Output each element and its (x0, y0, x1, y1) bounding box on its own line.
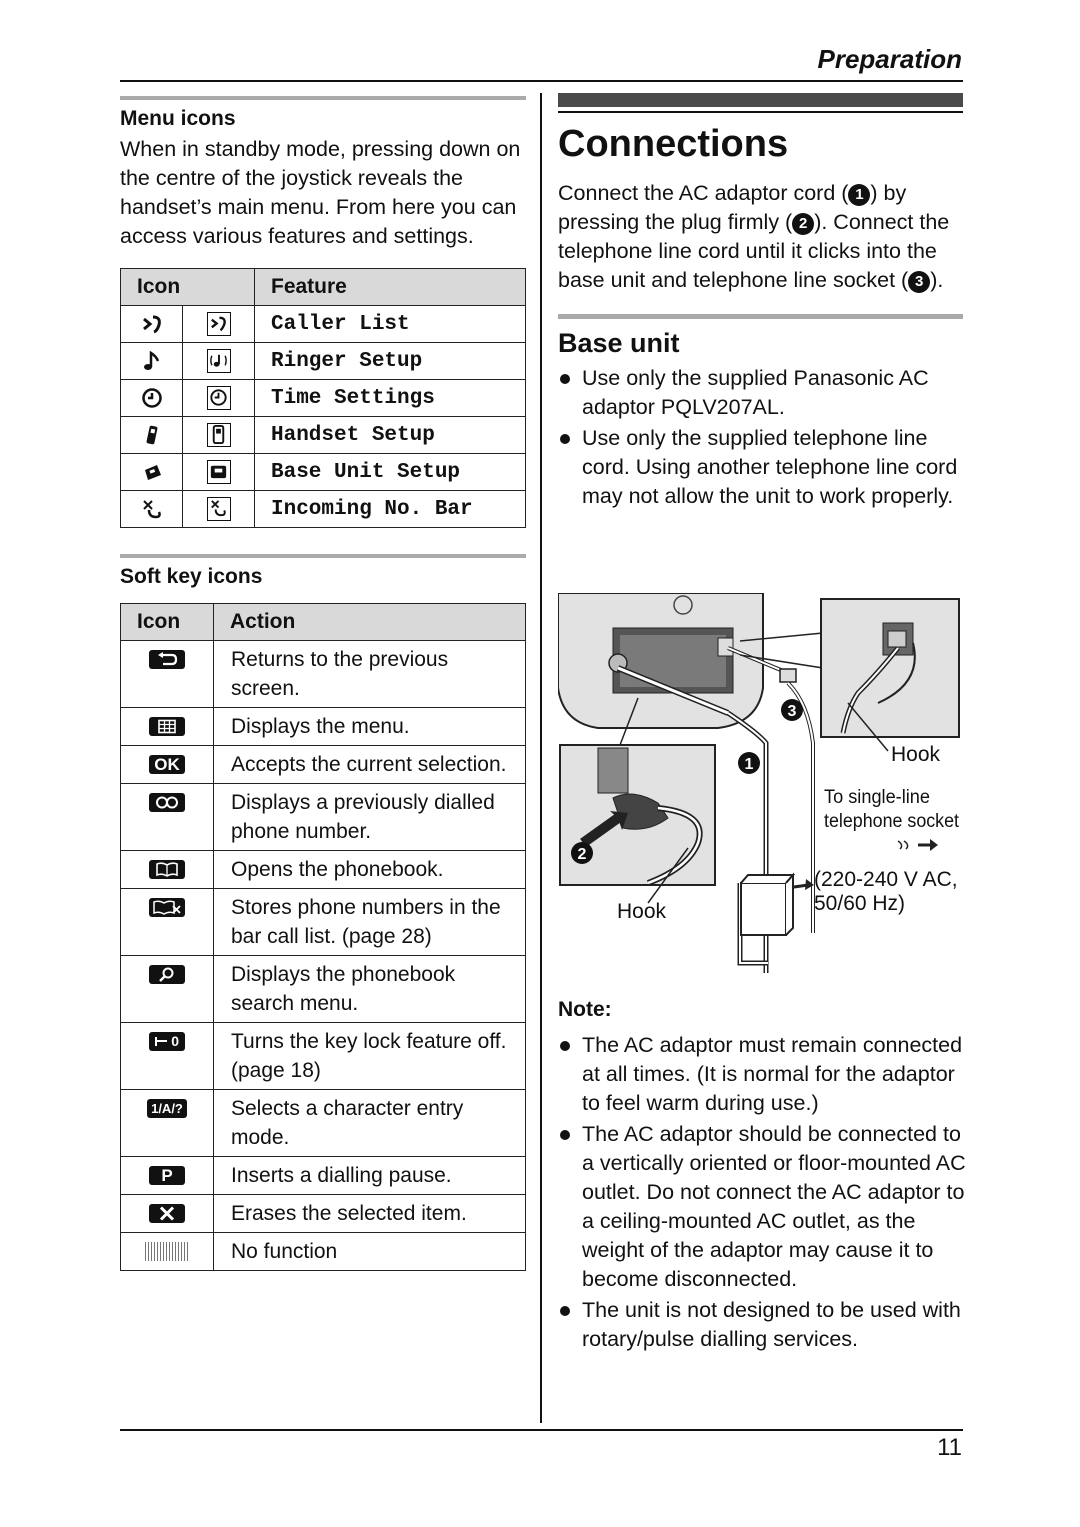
label-power-line-2: 50/60 Hz) (814, 892, 906, 915)
ringer-icon-boxed (207, 349, 231, 373)
caller-list-icon-boxed (207, 312, 231, 336)
menu-icon (149, 717, 185, 736)
action-text: Turns the key lock feature off. (page 18) (214, 1023, 526, 1090)
key-lock-icon (149, 1032, 185, 1051)
base-unit-icon (141, 461, 163, 483)
col-feature-header: Feature (255, 269, 526, 306)
base-unit-bullets (558, 364, 963, 511)
table-row (121, 1233, 526, 1271)
diagram-marker-1 (738, 752, 760, 774)
action-text: Returns to the previous screen. (214, 641, 526, 708)
char-mode-icon: 1/A/? (147, 1099, 187, 1118)
label-socket-line-2: telephone socket (824, 811, 960, 832)
pause-icon: P (149, 1166, 185, 1185)
handset-icon-boxed (207, 423, 231, 447)
list-item: Use only the supplied Panasonic AC adaptor PQLV207AL. (558, 364, 963, 422)
table-row (121, 851, 526, 889)
incoming-bar-icon (141, 498, 163, 520)
page-header-title: Preparation (817, 44, 962, 74)
action-text: No function (214, 1233, 526, 1271)
key-lock-label: 0 (171, 1033, 179, 1049)
label-hook-top: Hook (891, 743, 941, 766)
right-column (558, 93, 963, 513)
action-text: Inserts a dialling pause. (214, 1157, 526, 1195)
soft-key-icons-heading: Soft key icons (120, 565, 263, 588)
handset-icon (141, 424, 163, 446)
base-unit-icon-boxed (207, 460, 231, 484)
note-bullets (558, 1031, 968, 1356)
left-column (120, 96, 526, 1271)
table-row (121, 1195, 526, 1233)
table-row (121, 956, 526, 1023)
connections-intro: Connect the AC adaptor cord ( 1 ) by pressing the plug firmly ( 2 ). Connect the telephone line cord until it clicks into the base unit and telephone line socket ( 3 ). (558, 181, 950, 292)
action-text: Stores phone numbers in the bar call list. (page 28) (214, 889, 526, 956)
svg-text:1: 1 (744, 756, 754, 773)
header-rule (120, 80, 963, 82)
action-text: Accepts the current selection. (214, 746, 526, 784)
table-row (121, 343, 526, 380)
table-header-row (121, 269, 526, 306)
table-row (121, 491, 526, 528)
action-text: Erases the selected item. (214, 1195, 526, 1233)
table-row (121, 889, 526, 956)
col-icon-header: Icon (121, 604, 214, 641)
feature-ringer-setup: Ringer Setup (255, 343, 526, 380)
table-row (121, 1090, 526, 1157)
col-action-header: Action (214, 604, 526, 641)
menu-icons-table (120, 268, 526, 528)
action-text: Displays the phonebook search menu. (214, 956, 526, 1023)
marker-3: 3 (908, 271, 930, 293)
soft-key-icons-table (120, 603, 526, 1271)
connections-title: Connections (558, 123, 789, 165)
title-bar (558, 93, 963, 107)
no-function-icon (145, 1242, 189, 1261)
section-rule (120, 96, 526, 100)
table-row (121, 746, 526, 784)
column-divider (540, 93, 542, 1423)
search-icon (149, 965, 185, 984)
table-row (121, 454, 526, 491)
note-heading: Note: (558, 998, 612, 1021)
table-row (121, 417, 526, 454)
label-socket-line-1: To single-line (824, 787, 930, 808)
feature-time-settings: Time Settings (255, 380, 526, 417)
feature-caller-list: Caller List (255, 306, 526, 343)
col-icon-header: Icon (121, 269, 255, 306)
marker-1: 1 (848, 184, 870, 206)
table-row (121, 1157, 526, 1195)
clock-icon-boxed (207, 386, 231, 410)
table-row (121, 1023, 526, 1090)
diagram-marker-3 (781, 699, 803, 721)
ok-icon: OK (149, 755, 185, 774)
erase-icon (149, 1204, 185, 1223)
redial-icon (149, 793, 185, 812)
list-item: The unit is not designed to be used with rotary/pulse dialling services. (558, 1296, 968, 1354)
action-text: Selects a character entry mode. (214, 1090, 526, 1157)
table-row (121, 380, 526, 417)
marker-2: 2 (792, 213, 814, 235)
base-unit-title: Base unit (558, 328, 680, 358)
list-item: The AC adaptor should be connected to a vertically oriented or floor-mounted AC outlet. Do not connect the AC adaptor to a ceiling-mounted AC outlet, as the weight of the adaptor may cause it to become disconnected. (558, 1120, 968, 1294)
label-hook-bottom: Hook (617, 900, 667, 923)
svg-text:3: 3 (787, 703, 797, 720)
footer-rule (120, 1429, 963, 1431)
feature-handset-setup: Handset Setup (255, 417, 526, 454)
connection-diagram (558, 593, 963, 983)
svg-text:2: 2 (577, 846, 587, 863)
action-text: Opens the phonebook. (214, 851, 526, 889)
table-header-row (121, 604, 526, 641)
table-row (121, 306, 526, 343)
ringer-icon (141, 350, 163, 372)
feature-incoming-no-bar: Incoming No. Bar (255, 491, 526, 528)
section-rule (120, 554, 526, 558)
feature-base-unit-setup: Base Unit Setup (255, 454, 526, 491)
list-item: Use only the supplied telephone line cord. Using another telephone line cord may not allow the unit to work properly. (558, 424, 963, 511)
section-rule (558, 314, 963, 319)
incoming-bar-icon-boxed (207, 497, 231, 521)
bar-call-store-icon (149, 898, 185, 917)
caller-list-icon (141, 313, 163, 335)
phonebook-icon (149, 860, 185, 879)
clock-icon (141, 387, 163, 409)
action-text: Displays the menu. (214, 708, 526, 746)
diagram-marker-2 (571, 842, 593, 864)
table-row (121, 784, 526, 851)
menu-icons-heading: Menu icons (120, 107, 236, 130)
action-text: Displays a previously dialled phone number. (214, 784, 526, 851)
title-rule (558, 111, 963, 113)
menu-icons-description: When in standby mode, pressing down on the centre of the joystick reveals the handset’s main menu. From here you can access various features and settings. (120, 137, 521, 248)
page-number: 11 (937, 1434, 962, 1461)
label-power-line-1: (220-240 V AC, (814, 868, 958, 891)
table-row (121, 708, 526, 746)
list-item: The AC adaptor must remain connected at all times. (It is normal for the adaptor to feel warm during use.) (558, 1031, 968, 1118)
back-icon (149, 650, 185, 669)
table-row (121, 641, 526, 708)
